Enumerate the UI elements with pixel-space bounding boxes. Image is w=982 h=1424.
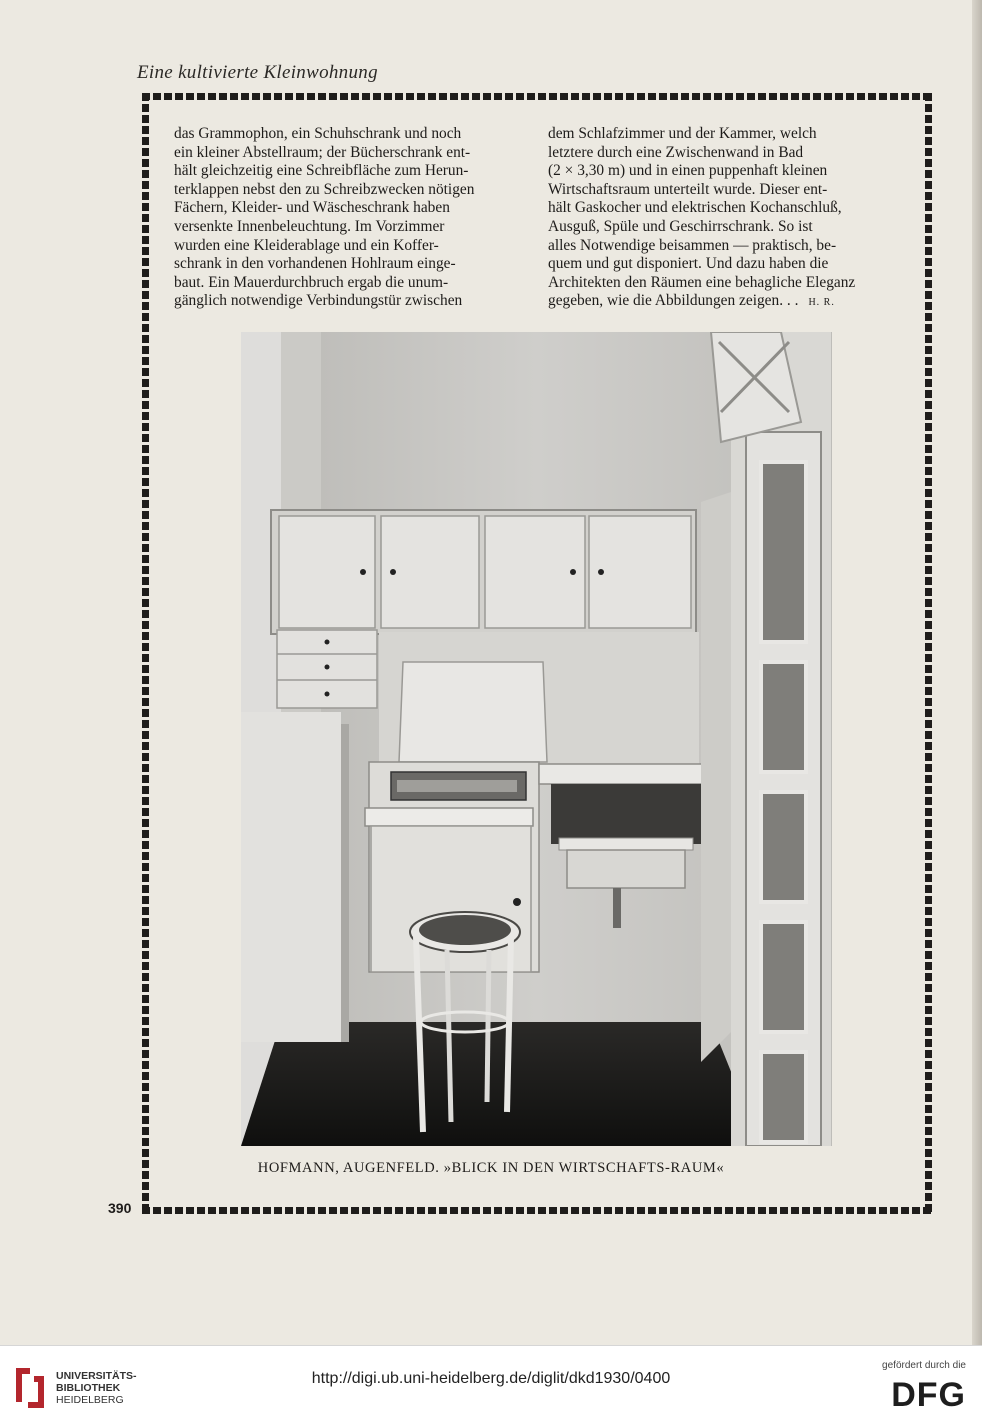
- permalink-url[interactable]: http://digi.ub.uni-heidelberg.de/diglit/dkd1930/0400: [311, 1370, 671, 1387]
- text-line: terklappen nebst den zu Schreibzwecken nötigen: [174, 180, 475, 198]
- digitization-footer: [0, 1345, 982, 1424]
- author-initials: H. R.: [808, 297, 835, 309]
- text-line: das Grammophon, ein Schuhschrank und noch: [174, 125, 462, 142]
- text-line: dem Schlafzimmer und der Kammer, welch: [548, 125, 817, 142]
- text-line: schrank in den vorhandenen Hohlraum einge-: [174, 255, 456, 273]
- text-column-right: [548, 125, 896, 313]
- text-line: Fächern, Kleider- und Wäscheschrank haben: [174, 199, 450, 217]
- text-line: Ausguß, Spüle und Geschirrschrank. So ist: [548, 217, 813, 235]
- last-line-text: gegeben, wie die Abbildungen zeigen. . .: [548, 292, 799, 310]
- text-line: letztere durch eine Zwischenwand in Bad: [548, 143, 804, 161]
- figure-caption: HOFMANN, AUGENFELD. »BLICK IN DEN WIRTSCHAFTS-RAUM«: [257, 1160, 725, 1176]
- text-line-last: [548, 292, 896, 313]
- kitchen-photograph: [241, 332, 832, 1146]
- text-column-left: [174, 125, 526, 311]
- text-line: wurden eine Kleiderablage und ein Koffer-: [174, 236, 439, 254]
- dfg-logo: DFG: [891, 1376, 966, 1414]
- text-line: hält Gaskocher und elektrischen Kochanschluß,: [548, 199, 842, 217]
- text-line: quem und gut disponiert. Und dazu haben die: [548, 255, 829, 273]
- text-line: (2 × 3,30 m) und in einen puppenhaft kleinen: [548, 162, 828, 180]
- text-line: versenkte Innenbeleuchtung. Im Vorzimmer: [174, 217, 445, 235]
- text-line: alles Notwendige beisammen — praktisch, be-: [548, 236, 837, 254]
- page-edge-shadow: [972, 0, 982, 1345]
- text-line: baut. Ein Mauerdurchbruch ergab die unum-: [174, 273, 449, 291]
- frame-right: [925, 93, 932, 1214]
- text-line: gänglich notwendige Verbindungstür zwischen: [174, 292, 463, 310]
- text-line: Architekten den Räumen eine behagliche Eleganz: [548, 273, 856, 291]
- text-line: Wirtschaftsraum unterteilt wurde. Dieser ent-: [548, 180, 828, 198]
- frame-left: [142, 93, 149, 1214]
- photo-illustration: [241, 332, 832, 1146]
- text-line: hält gleichzeitig eine Schreibfläche zum Herun-: [174, 162, 469, 180]
- funding-label: gefördert durch die: [882, 1360, 966, 1371]
- page-number: 390: [108, 1200, 132, 1216]
- running-head: Eine kultivierte Kleinwohnung: [137, 62, 378, 83]
- text-line: ein kleiner Abstellraum; der Bücherschrank ent-: [174, 143, 471, 161]
- library-name-line1: UNIVERSITÄTS-: [56, 1370, 137, 1382]
- frame-top: [142, 93, 932, 100]
- frame-bottom: [142, 1207, 932, 1214]
- library-name-line3: HEIDELBERG: [56, 1394, 124, 1406]
- library-name-line2: BIBLIOTHEK: [56, 1382, 121, 1394]
